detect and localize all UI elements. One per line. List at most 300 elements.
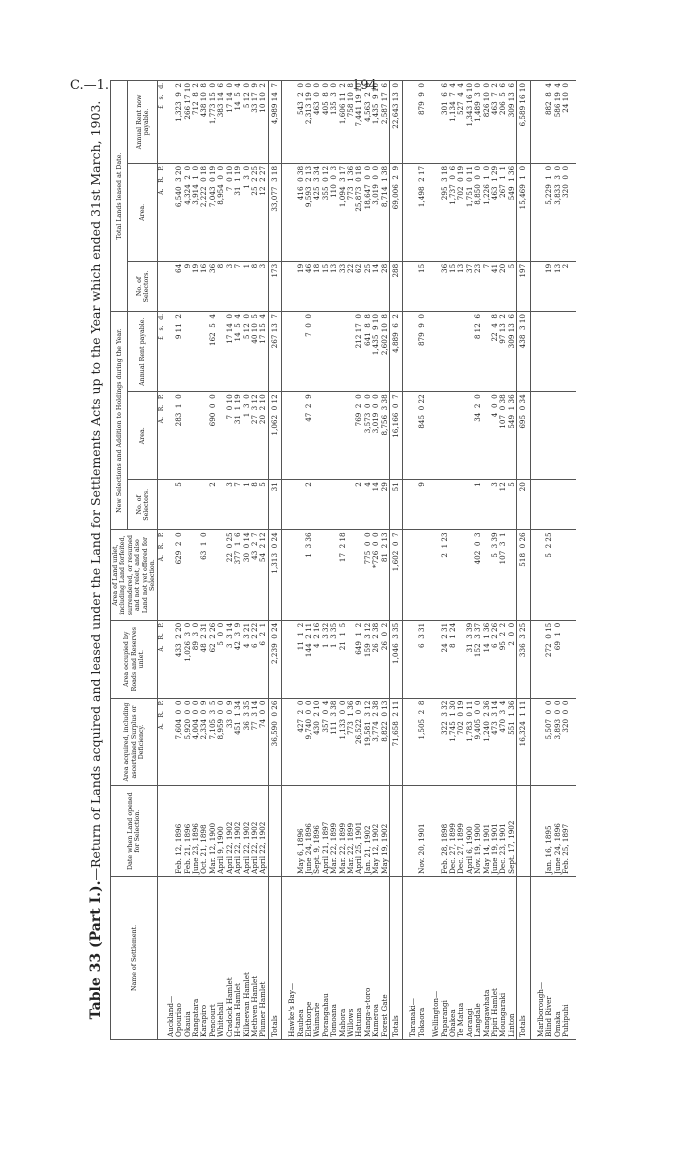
date-opened: May 19, 1902: [381, 786, 390, 876]
table-row: [449, 81, 457, 1040]
date-opened: Nov. 20, 1901: [418, 786, 426, 876]
area-unlet: 775 0 0: [364, 530, 372, 620]
totals-label: Totals: [517, 876, 530, 1039]
area-acquired: 2,334 0 9: [200, 698, 208, 786]
date-opened: April 22, 1902: [226, 786, 234, 876]
total-area: 4,324 2 0: [184, 163, 192, 261]
settlement-name: Langdale: [474, 876, 482, 1039]
total-area: 3,833 3 0: [554, 163, 562, 261]
total-selectors: 15: [449, 261, 457, 311]
total-new-selectors: 31: [268, 480, 281, 530]
settlement-name: Karapiro: [200, 876, 208, 1039]
roads-reserves: 5 0 0: [217, 620, 225, 698]
table-row: [441, 81, 449, 1040]
group-name: Taranaki—: [409, 876, 417, 1039]
date-opened: Mar. 22, 1899: [339, 786, 347, 876]
new-area: [339, 392, 347, 480]
new-rent: [562, 312, 570, 392]
table-row: [243, 81, 251, 1040]
date-opened: Feb. 28, 1898: [441, 786, 449, 876]
header-new-selections: New Selections and Addition to Holdings during the Year.: [111, 312, 128, 530]
total-selectors: 19: [545, 261, 553, 311]
new-area: 549 1 36: [508, 392, 517, 480]
rent-now: 463 7 2: [491, 81, 499, 164]
area-acquired: 357 0 4: [322, 698, 330, 786]
new-selectors: 14: [372, 480, 380, 530]
rent-now: 1,435 9 10: [372, 81, 380, 164]
total-selectors: 3: [226, 261, 234, 311]
total-area: 31 1 19: [234, 163, 242, 261]
area-acquired: 74 0 0: [259, 698, 268, 786]
area-unlet: 377 1 6: [234, 530, 242, 620]
total-area: 320 0 0: [562, 163, 570, 261]
date-opened: June 24, 1896: [305, 786, 313, 876]
total-selectors: 1: [243, 261, 251, 311]
total-total-selectors: 197: [517, 261, 530, 311]
total-area: 7 0 10: [226, 163, 234, 261]
unit-arp: A. R. P.: [158, 530, 167, 620]
rent-now: 1,134 7 4: [449, 81, 457, 164]
rent-now: 206 5 6: [499, 81, 507, 164]
total-selectors: 15: [322, 261, 330, 311]
rent-now: 33 17 9: [251, 81, 259, 164]
date-opened: April 22, 1902: [234, 786, 242, 876]
total-area-unlet: 1,313 0 24: [268, 530, 281, 620]
header-new-rent: Annual Rent payable.: [128, 312, 158, 392]
total-area: 8,850 0 0: [474, 163, 482, 261]
roads-reserves: 26 0 2: [381, 620, 390, 698]
unit-arp: A. R. P.: [158, 620, 167, 698]
page-series-code: C.—1.: [70, 78, 110, 93]
total-selectors: 19: [192, 261, 200, 311]
area-acquired: 1,240 2 36: [483, 698, 491, 786]
rent-now: 463 0 0: [313, 81, 321, 164]
new-rent: 7 0 0: [305, 312, 313, 392]
area-acquired: 9,740 0 0: [305, 698, 313, 786]
area-acquired: 7,604 0 0: [175, 698, 183, 786]
total-roads-reserves: 336 3 25: [517, 620, 530, 698]
date-opened: Dec. 27, 1899: [457, 786, 465, 876]
header-name: Name of Settlement.: [111, 876, 158, 1039]
new-rent: 97 13 2: [499, 312, 507, 392]
group-name: Hawke's Bay—: [288, 876, 296, 1039]
settlement-name: Hatuma: [355, 876, 363, 1039]
date-opened: Mar. 12, 1900: [209, 786, 217, 876]
roads-reserves: 69 1 0: [554, 620, 562, 698]
new-selectors: [330, 480, 338, 530]
new-rent: 9 11 2: [175, 312, 183, 392]
settlements-table: [110, 80, 576, 1040]
area-acquired: 36 3 35: [243, 698, 251, 786]
new-area: [313, 392, 321, 480]
rent-now: 543 2 0: [297, 81, 305, 164]
total-area: 6,540 3 20: [175, 163, 183, 261]
table-row: [313, 81, 321, 1040]
area-acquired: 773 1 36: [347, 698, 355, 786]
new-selectors: 8: [251, 480, 259, 530]
group-heading-row: [537, 81, 545, 1040]
area-acquired: 430 2 10: [313, 698, 321, 786]
header-acquired: Area acquired, including ascertained Surplus or Deficiency.: [111, 698, 158, 786]
rent-now: 2,587 17 6: [381, 81, 390, 164]
rent-now: 712 8 2: [192, 81, 200, 164]
total-area: 5,229 1 0: [545, 163, 553, 261]
total-area: 549 1 36: [508, 163, 517, 261]
total-selectors: 41: [491, 261, 499, 311]
group-heading-row: [288, 81, 296, 1040]
settlement-name: Puhipuhi: [562, 876, 570, 1039]
roads-reserves: 2 0 0: [508, 620, 517, 698]
new-selectors: 2: [305, 480, 313, 530]
header-date: Date when Land opened for Selection.: [111, 786, 158, 876]
new-selectors: [200, 480, 208, 530]
rent-now: 758 10 8: [347, 81, 355, 164]
settlement-name: Aorangi: [466, 876, 474, 1039]
new-area: 107 0 38: [499, 392, 507, 480]
total-area-unlet: 1,602 0 7: [390, 530, 403, 620]
rent-now: 2,313 19 0: [305, 81, 313, 164]
new-rent: [184, 312, 192, 392]
area-unlet: 629 2 0: [175, 530, 183, 620]
area-acquired: 320 0 0: [562, 698, 570, 786]
total-selectors: 9: [184, 261, 192, 311]
rent-now: 14 5 4: [234, 81, 242, 164]
new-selectors: 9: [418, 480, 426, 530]
new-rent: [441, 312, 449, 392]
roads-reserves: 3 3 14: [226, 620, 234, 698]
settlement-name: Porangahau: [322, 876, 330, 1039]
header-total-leased: Total Lands leased at Date.: [111, 81, 128, 312]
table-row: [347, 81, 355, 1040]
total-selectors: 20: [499, 261, 507, 311]
area-unlet: 22 0 25: [226, 530, 234, 620]
new-area: [330, 392, 338, 480]
new-selectors: [339, 480, 347, 530]
new-rent: 641 8 8: [364, 312, 372, 392]
new-selectors: 5: [175, 480, 183, 530]
settlement-name: Willows: [347, 876, 355, 1039]
settlement-name: Rauhea: [297, 876, 305, 1039]
totals-empty: [517, 786, 530, 876]
new-area: [562, 392, 570, 480]
totals-empty: [268, 786, 281, 876]
total-selectors: 13: [457, 261, 465, 311]
roads-reserves: 1,026 3 0: [184, 620, 192, 698]
date-opened: May 12, 1902: [372, 786, 380, 876]
new-area: 1 3 0: [243, 392, 251, 480]
table-row: [562, 81, 570, 1040]
area-unlet: [209, 530, 217, 620]
table-row: [259, 81, 268, 1040]
total-rent-now: 6,589 16 10: [517, 81, 530, 164]
date-opened: Nov. 19, 1900: [474, 786, 482, 876]
new-selectors: 2: [209, 480, 217, 530]
new-selectors: [466, 480, 474, 530]
area-unlet: [322, 530, 330, 620]
area-unlet: [457, 530, 465, 620]
area-acquired: 5,507 0 0: [545, 698, 553, 786]
area-acquired: 8,822 0 13: [381, 698, 390, 786]
new-selectors: [457, 480, 465, 530]
new-rent: 40 10 5: [251, 312, 259, 392]
rent-now: 309 13 6: [508, 81, 517, 164]
total-area: 12 2 27: [259, 163, 268, 261]
settlement-name: Kumeroa: [372, 876, 380, 1039]
total-selectors: 14: [372, 261, 380, 311]
area-unlet: [449, 530, 457, 620]
new-selectors: 1: [474, 480, 482, 530]
new-selectors: [184, 480, 192, 530]
area-unlet: 30 0 14: [243, 530, 251, 620]
date-opened: Oct. 21, 1898: [200, 786, 208, 876]
settlement-name: Rangatara: [192, 876, 200, 1039]
table-row: [381, 81, 390, 1040]
total-selectors: 7: [483, 261, 491, 311]
total-area: 7,043 0 19: [209, 163, 217, 261]
settlement-name: Moungaraki: [499, 876, 507, 1039]
group-name: Wellington—: [432, 876, 440, 1039]
area-unlet: 5 2 25: [545, 530, 553, 620]
roads-reserves: 649 1 2: [355, 620, 363, 698]
total-area: 1 3 0: [243, 163, 251, 261]
settlement-name: Waimarie: [313, 876, 321, 1039]
unit-lsd: £ s. d.: [158, 312, 167, 392]
new-selectors: [297, 480, 305, 530]
total-selectors: 13: [554, 261, 562, 311]
settlement-name: Paparangi: [441, 876, 449, 1039]
area-unlet: 402 0 3: [474, 530, 482, 620]
table-row: [305, 81, 313, 1040]
area-acquired: 473 3 14: [491, 698, 499, 786]
new-area: 8,756 3 38: [381, 392, 390, 480]
area-acquired: 33 0 9: [226, 698, 234, 786]
total-area: 355 0 12: [322, 163, 330, 261]
new-selectors: 29: [381, 480, 390, 530]
area-unlet: 107 3 1: [499, 530, 507, 620]
new-selectors: [313, 480, 321, 530]
new-rent: 309 13 6: [508, 312, 517, 392]
total-rent-now: 22,643 13 0: [390, 81, 403, 164]
total-selectors: 15: [418, 261, 426, 311]
date-opened: April 9, 1900: [217, 786, 225, 876]
total-total-area: 15,469 1 0: [517, 163, 530, 261]
total-area: 2,222 0 18: [200, 163, 208, 261]
date-opened: June 23, 1896: [192, 786, 200, 876]
total-selectors: 25: [364, 261, 372, 311]
roads-reserves: 6 2 22: [251, 620, 259, 698]
roads-reserves: 95 2 2: [499, 620, 507, 698]
new-rent: [192, 312, 200, 392]
total-new-selectors: 51: [390, 480, 403, 530]
table-row: [322, 81, 330, 1040]
total-area: 416 0 38: [297, 163, 305, 261]
rent-now: 10 10 2: [259, 81, 268, 164]
roads-reserves: 152 3 37: [474, 620, 482, 698]
new-selectors: 3: [491, 480, 499, 530]
rent-now: 24 10 0: [562, 81, 570, 164]
new-area: 47 2 9: [305, 392, 313, 480]
roads-reserves: [562, 620, 570, 698]
table-row: [474, 81, 482, 1040]
unit-arp: A. R. P.: [158, 163, 167, 261]
total-area: 1,498 2 17: [418, 163, 426, 261]
rent-now: 1,773 15 0: [209, 81, 217, 164]
new-selectors: [554, 480, 562, 530]
settlement-name: Mangawhata: [483, 876, 491, 1039]
rent-now: 5 12 0: [243, 81, 251, 164]
roads-reserves: 14 1 36: [483, 620, 491, 698]
settlement-name: Ohakea: [449, 876, 457, 1039]
rent-now: 882 8 4: [545, 81, 553, 164]
rotated-table-region: [88, 80, 688, 1040]
total-selectors: 62: [355, 261, 363, 311]
new-area: [322, 392, 330, 480]
total-selectors: 8: [217, 261, 225, 311]
roads-reserves: 1 3 35: [330, 620, 338, 698]
new-rent: [339, 312, 347, 392]
new-area: 4 0 0: [491, 392, 499, 480]
rent-now: 383 14 6: [217, 81, 225, 164]
roads-reserves: 24 2 31: [441, 620, 449, 698]
settlement-name: Tomoana: [330, 876, 338, 1039]
table-row: [483, 81, 491, 1040]
settlement-name: Plumer Hamlet: [259, 876, 268, 1039]
new-selectors: 4: [364, 480, 372, 530]
settlement-name: Tokaora: [418, 876, 426, 1039]
roads-reserves: 26 2 38: [372, 620, 380, 698]
unit-arp: A. R. P.: [158, 698, 167, 786]
settlement-name: Manga-a-toro: [364, 876, 372, 1039]
total-selectors: 28: [381, 261, 390, 311]
total-selectors: 18: [313, 261, 321, 311]
roads-reserves: 159 3 12: [364, 620, 372, 698]
new-area: [545, 392, 553, 480]
new-rent: [449, 312, 457, 392]
rent-now: 405 8 0: [322, 81, 330, 164]
new-area: 34 2 0: [474, 392, 482, 480]
new-area: 27 3 12: [251, 392, 259, 480]
header-unlet: Area of Land unlet, including Land forfeited, surrendered, or resumed and not relet, and also Land not yet offered for Selection.: [111, 530, 158, 620]
date-opened: April 25, 1901: [355, 786, 363, 876]
table-row: [457, 81, 465, 1040]
header-new-selectors: No. of Selectors.: [128, 480, 158, 530]
roads-reserves: 48 2 31: [200, 620, 208, 698]
date-opened: Dec. 27, 1899: [449, 786, 457, 876]
rent-now: 17 14 0: [226, 81, 234, 164]
total-new-rent: 4,889 6 2: [390, 312, 403, 392]
totals-row: [517, 81, 530, 1040]
new-selectors: 1: [243, 480, 251, 530]
total-selectors: 8: [251, 261, 259, 311]
rent-now: 135 3 0: [330, 81, 338, 164]
area-acquired: 1,783 0 11: [466, 698, 474, 786]
table-title-text: —Return of Lands acquired and leased under the Land for Settlements Acts up to the Year which ended 31st March, 1903.: [88, 100, 103, 881]
area-acquired: 322 3 32: [441, 698, 449, 786]
new-selectors: [322, 480, 330, 530]
new-selectors: [441, 480, 449, 530]
totals-row: [390, 81, 403, 1040]
total-selectors: 2: [562, 261, 570, 311]
rent-now: 826 10 0: [483, 81, 491, 164]
total-area-acquired: 36,590 0 26: [268, 698, 281, 786]
new-rent: [322, 312, 330, 392]
settlement-name: Pipiri Hamlet: [491, 876, 499, 1039]
settlement-name: Okauia: [184, 876, 192, 1039]
settlement-name: Linton: [508, 876, 517, 1039]
date-opened: June 19, 1901: [491, 786, 499, 876]
roads-reserves: 4 3 21: [243, 620, 251, 698]
date-opened: Sept. 9, 1896: [313, 786, 321, 876]
new-area: 283 1 0: [175, 392, 183, 480]
new-area: [554, 392, 562, 480]
total-area: 425 3 34: [313, 163, 321, 261]
header-new-area: Area.: [128, 392, 158, 480]
total-new-area: 16,166 0 7: [390, 392, 403, 480]
date-opened: Mar. 22, 1899: [330, 786, 338, 876]
new-rent: 5 12 0: [243, 312, 251, 392]
rent-now: 586 19 4: [554, 81, 562, 164]
new-area: 845 0 22: [418, 392, 426, 480]
new-rent: 2,602 10 8: [381, 312, 390, 392]
table-number: Table 33 (Part I.).: [88, 880, 104, 1020]
roads-reserves: 1 3 32: [322, 620, 330, 698]
area-unlet: 81 2 13: [381, 530, 390, 620]
table-row: [499, 81, 507, 1040]
total-area: 8,954 0 0: [217, 163, 225, 261]
roads-reserves: 6 3 31: [418, 620, 426, 698]
total-area: 3,019 0 0: [372, 163, 380, 261]
header-roads: Area occupied by Roads and Reserves unlet.: [111, 620, 158, 698]
total-new-rent: 438 3 10: [517, 312, 530, 392]
new-area: 20 2 10: [259, 392, 268, 480]
date-opened: Dec. 23, 1901: [499, 786, 507, 876]
totals-label: Totals: [390, 876, 403, 1039]
new-selectors: 12: [499, 480, 507, 530]
new-area: 690 0 0: [209, 392, 217, 480]
rent-now: 438 10 8: [200, 81, 208, 164]
new-selectors: 2: [355, 480, 363, 530]
total-area: 773 1 36: [347, 163, 355, 261]
settlement-name: Mahora: [339, 876, 347, 1039]
total-area: 25,873 0 18: [355, 163, 363, 261]
new-area: [441, 392, 449, 480]
area-acquired: 427 2 0: [297, 698, 305, 786]
total-area: 702 0 19: [457, 163, 465, 261]
total-roads-reserves: 1,046 3 35: [390, 620, 403, 698]
totals-label: Totals: [268, 876, 281, 1039]
new-area: [449, 392, 457, 480]
area-unlet: 43 2 7: [251, 530, 259, 620]
total-area: 463 1 29: [491, 163, 499, 261]
settlement-name: H-tana Hamlet: [234, 876, 242, 1039]
date-opened: Mar. 22, 1899: [347, 786, 355, 876]
table-title: [88, 80, 104, 1040]
header-total-selectors: No. of Selectors.: [128, 261, 158, 311]
area-acquired: 19,581 3 12: [364, 698, 372, 786]
total-area: 1,226 1 0: [483, 163, 491, 261]
new-selectors: [347, 480, 355, 530]
area-unlet: 17 2 18: [339, 530, 347, 620]
total-area: 1,094 3 17: [339, 163, 347, 261]
new-rent: [330, 312, 338, 392]
total-area: 9,593 2 13: [305, 163, 313, 261]
area-acquired: 1,745 1 30: [449, 698, 457, 786]
total-selectors: 64: [175, 261, 183, 311]
group-spacer: [570, 81, 576, 1040]
total-total-area: 33,077 3 18: [268, 163, 281, 261]
area-acquired: 7,105 3 5: [209, 698, 217, 786]
new-selectors: [545, 480, 553, 530]
